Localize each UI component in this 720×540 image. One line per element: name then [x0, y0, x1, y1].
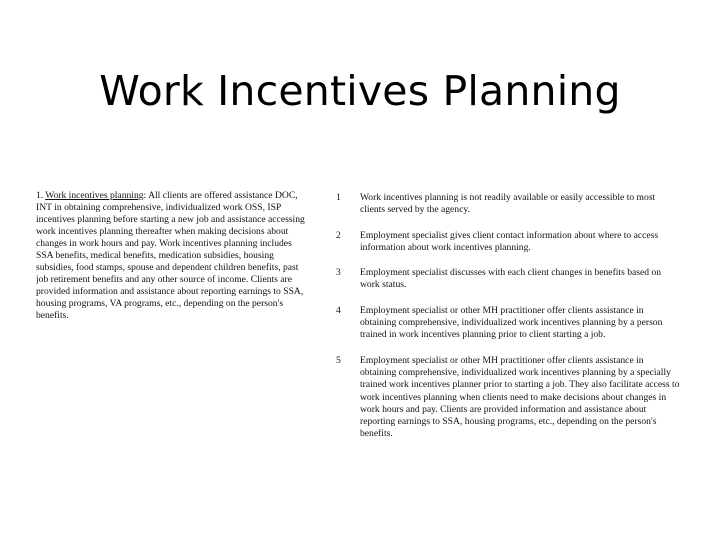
rating-item-3 [336, 267, 681, 292]
rating-item-4 [336, 305, 681, 342]
rating-number: 2 [336, 229, 341, 241]
criterion-description [36, 190, 306, 330]
rating-scale-list [336, 192, 681, 454]
rating-text: Employment specialist or other MH practitioner offer clients assistance in obtaining comprehensive, individualized work incentives planning by a person trained in work incentives planning prior to client starting a job. [360, 304, 663, 341]
rating-text: Work incentives planning is not readily available or easily accessible to most clients served by the agency. [360, 192, 656, 216]
criterion-heading: Work incentives planning [45, 190, 144, 201]
rating-text: Employment specialist or other MH practitioner offer clients assistance in obtaining comprehensive, individualized work incentives planning by a specially trained work incentives planner prior to starting a job. They also facilitate access to work incentives planning when clients need to make decisions about changes in work hours and pay. Clients are provided information and assistance about reporting earnings to SSA, housing programs, etc., depending on the person's benefits. [360, 354, 680, 440]
slide-title: Work Incentives Planning [99, 67, 621, 116]
rating-number: 1 [336, 192, 341, 203]
rating-number: 5 [336, 354, 341, 366]
criterion-text: : All clients are offered assistance DOC, INT in obtaining comprehensive, individualized work OSS, ISP incentives planning before starting a new job and assistance accessing work incentives planning thereafter when making decisions about changes in work hours and pay. Work incentives planning includes SSA benefits, medical benefits, medication subsidies, housing subsidies, food stamps, spouse and dependent children benefits, past job retirement benefits and any other source of income. Clients are provided information and assistance about reporting earnings to SSA, housing programs, VA programs, etc., depending on the person's benefits. [36, 190, 305, 321]
rating-item-2 [336, 230, 681, 255]
rating-text: Employment specialist discusses with each client changes in benefits based on work status. [360, 267, 662, 291]
criterion-number: 1. [36, 190, 44, 201]
rating-text: Employment specialist gives client contact information about where to access information about work incentives planning. [360, 229, 659, 253]
rating-number: 3 [336, 267, 341, 279]
rating-number: 4 [336, 304, 341, 316]
rating-item-1 [336, 192, 681, 217]
rating-item-5 [336, 355, 681, 441]
